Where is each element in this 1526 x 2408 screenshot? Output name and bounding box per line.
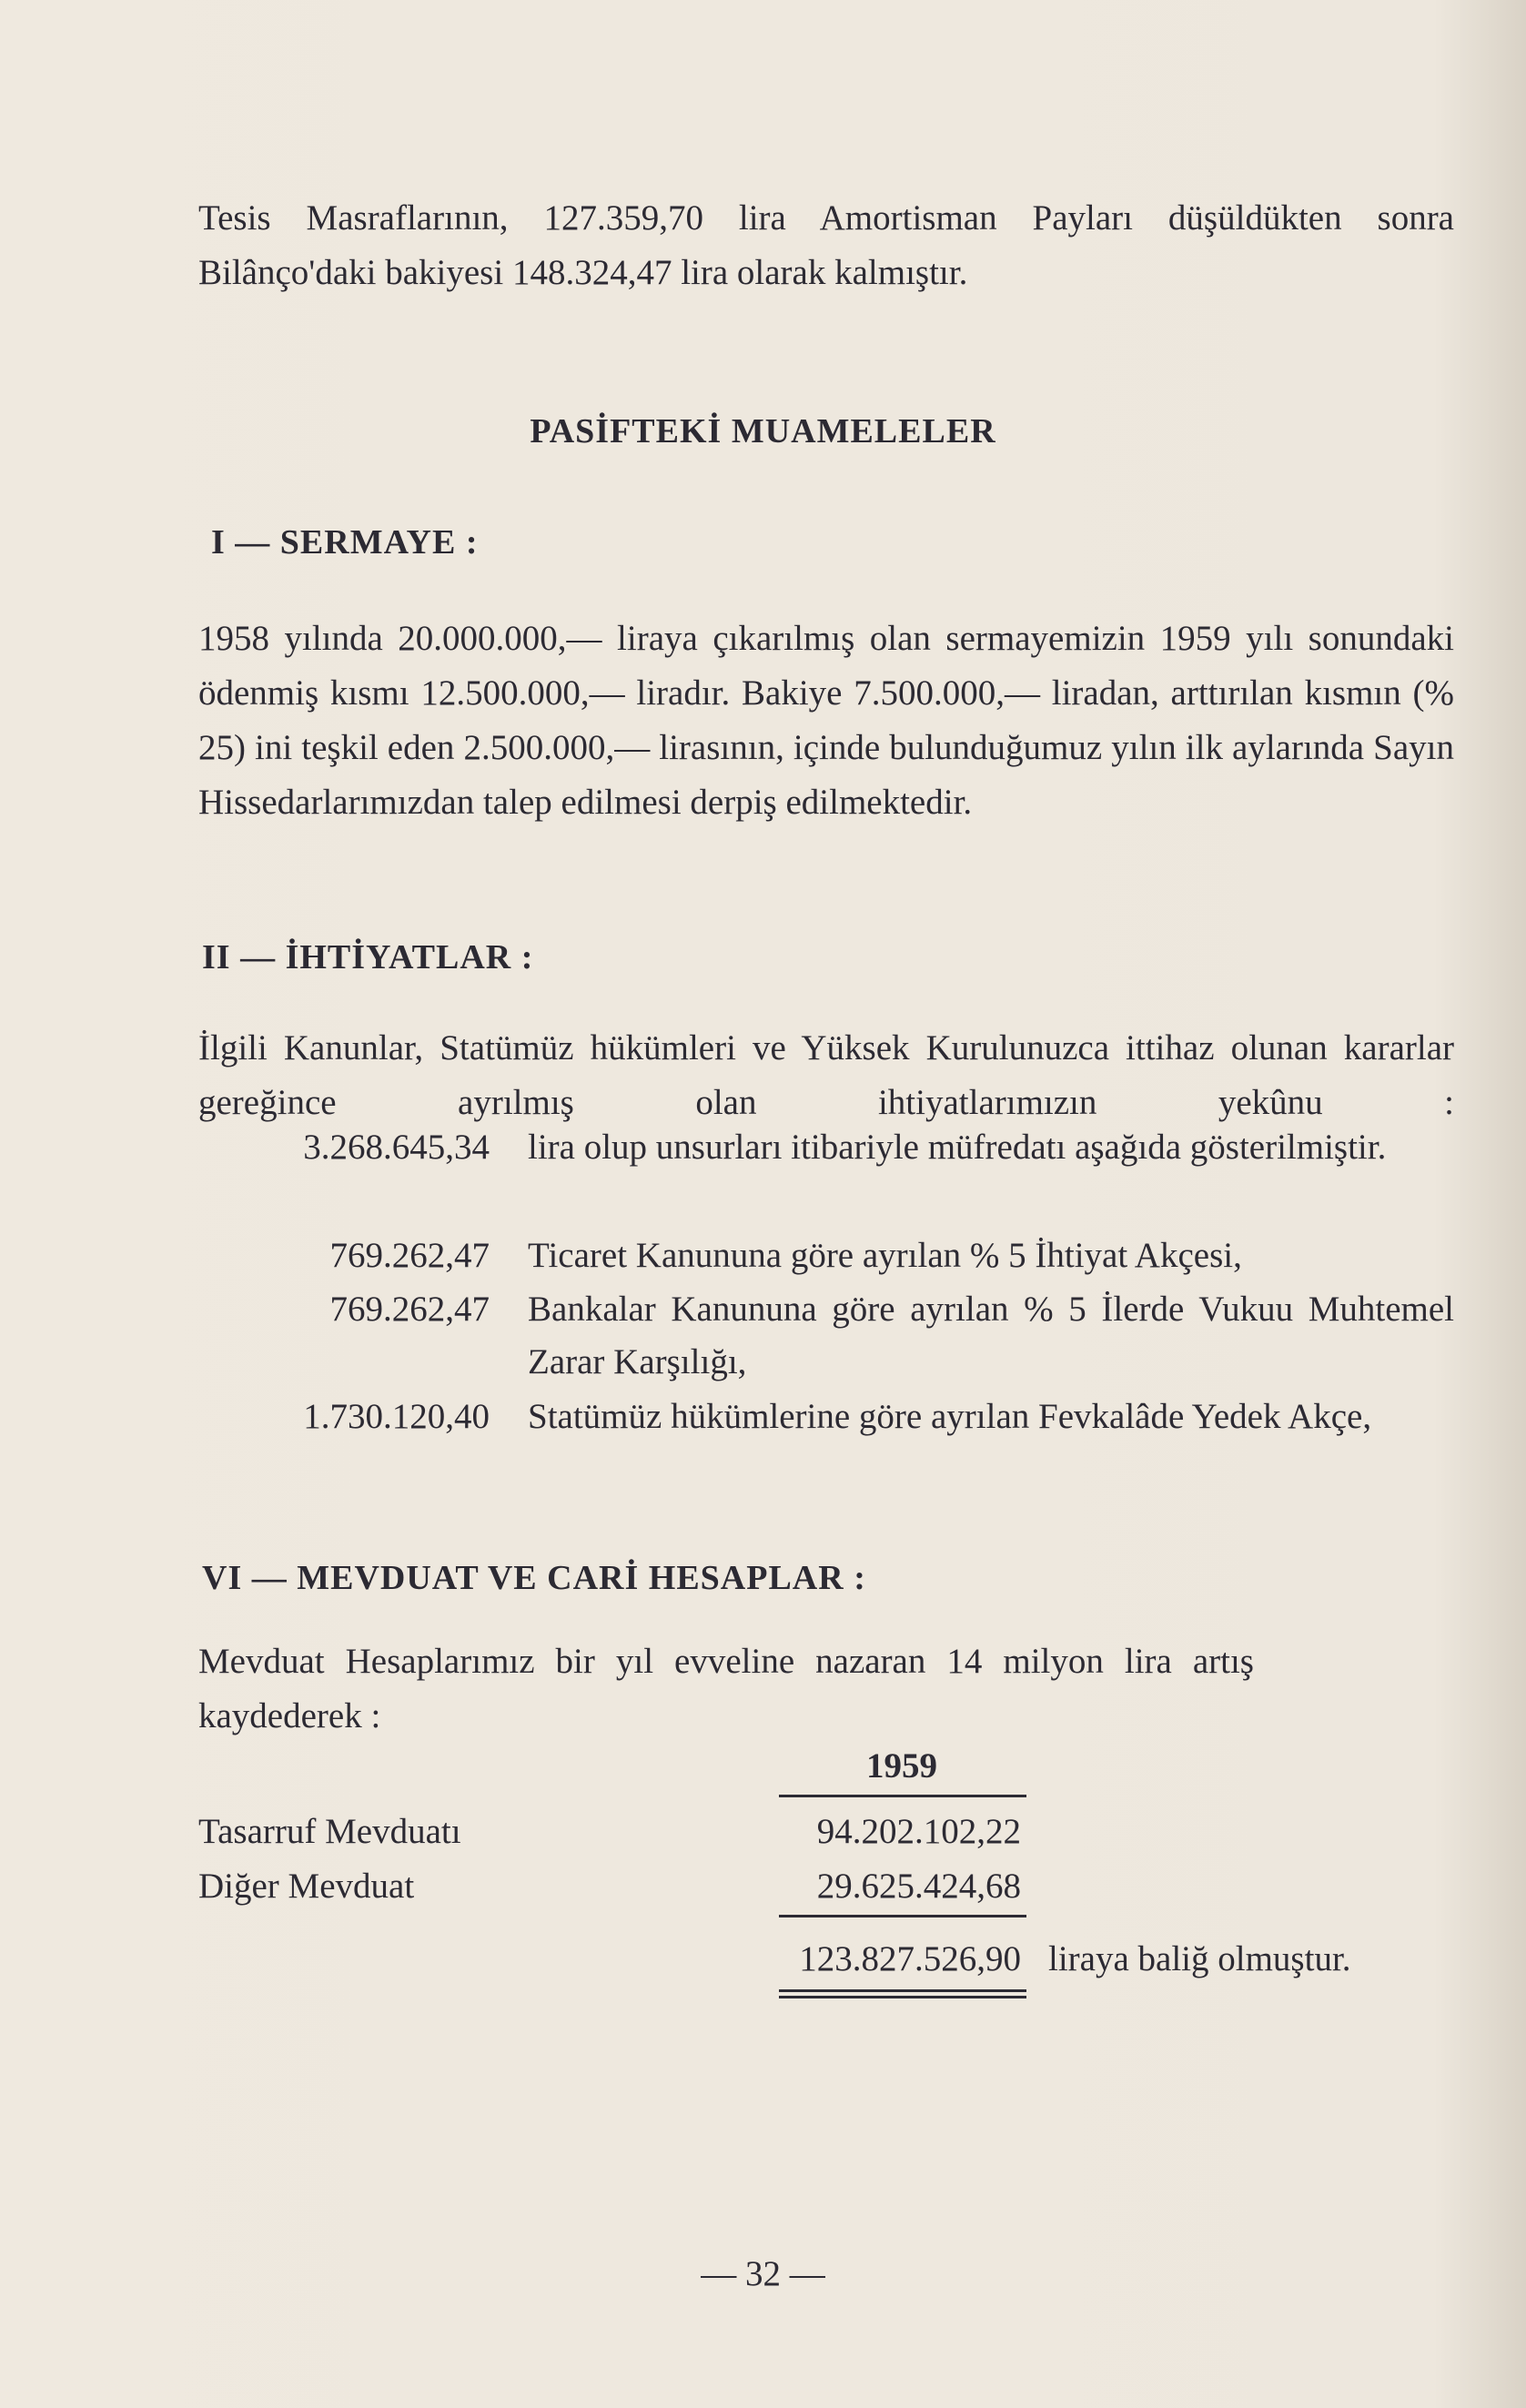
ihtiyatlar-heading: II — İHTİYATLAR : (202, 938, 534, 976)
reserve-text: Bankalar Kanununa göre ayrılan % 5 İlerde Vukuu Muhtemel Zarar Karşılığı, (528, 1290, 1454, 1381)
deposit-year-header: 1959 (866, 1746, 937, 1786)
reserve-row (198, 1391, 1454, 1496)
deposit-total-suffix: liraya baliğ olmuştur. (1048, 1939, 1351, 1978)
reserve-amount: 769.262,47 (329, 1236, 490, 1275)
deposit-amount: 94.202.102,22 (816, 1812, 1021, 1851)
reserve-row (198, 1121, 1454, 1227)
total-double-line-bottom (779, 1996, 1026, 1998)
intro-paragraph: Tesis Masraflarının, 127.359,70 lira Amortisman Payları düşüldükten sonra Bilânço'daki bakiyesi 148.324,47 lira olarak kalmıştır. (198, 198, 1454, 292)
section-main-heading: PASİFTEKİ MUAMELELER (530, 412, 996, 450)
sermaye-heading: I — SERMAYE : (211, 523, 479, 562)
year-underline (779, 1795, 1026, 1797)
ihtiyatlar-intro: İlgili Kanunlar, Statümüz hükümleri ve Yüksek Kurulunuzca ittihaz olunan kararlar gereğince ayrılmış olan ihtiyatlarımızın yekûnu : (198, 1028, 1454, 1122)
sermaye-paragraph: 1958 yılında 20.000.000,— liraya çıkarılmış olan sermayemizin 1959 yılı sonundaki ödenmiş kısmı 12.500.000,— liradır. Bakiye 7.500.000,— liradan, arttırılan kısmın (% 25) ini teşkil eden 2.500.000,— lirasının, içinde bulunduğumuz yılın ilk aylarında Sayın Hissedarlarımızdan talep edilmesi derpiş edilmektedir. (198, 619, 1454, 822)
reserve-total-text: lira olup unsurları itibariyle müfredatı aşağıda gösterilmiştir. (528, 1128, 1387, 1167)
page-number: — 32 — (701, 2254, 825, 2293)
reserve-total-amount: 3.268.645,34 (303, 1128, 490, 1167)
reserve-amount: 1.730.120,40 (303, 1397, 490, 1436)
total-double-line-top (779, 1989, 1026, 1992)
reserve-text: Statümüz hükümlerine göre ayrılan Fevkalâde Yedek Akçe, (528, 1397, 1372, 1436)
reserve-text: Ticaret Kanununa göre ayrılan % 5 İhtiyat Akçesi, (528, 1236, 1242, 1275)
reserve-row (198, 1229, 1454, 1282)
reserve-row (198, 1283, 1454, 1389)
deposit-label: Tasarruf Mevduatı (198, 1812, 461, 1851)
reserve-amount: 769.262,47 (329, 1290, 490, 1329)
deposit-amount: 29.625.424,68 (816, 1867, 1021, 1906)
mevduat-paragraph: Mevduat Hesaplarımız bir yıl evveline nazaran 14 milyon lira artış kaydederek : (198, 1642, 1254, 1735)
deposit-total-amount: 123.827.526,90 (799, 1939, 1021, 1978)
mevduat-heading: VI — MEVDUAT VE CARİ HESAPLAR : (202, 1559, 866, 1597)
deposit-label: Diğer Mevduat (198, 1867, 415, 1906)
sum-line (779, 1915, 1026, 1917)
